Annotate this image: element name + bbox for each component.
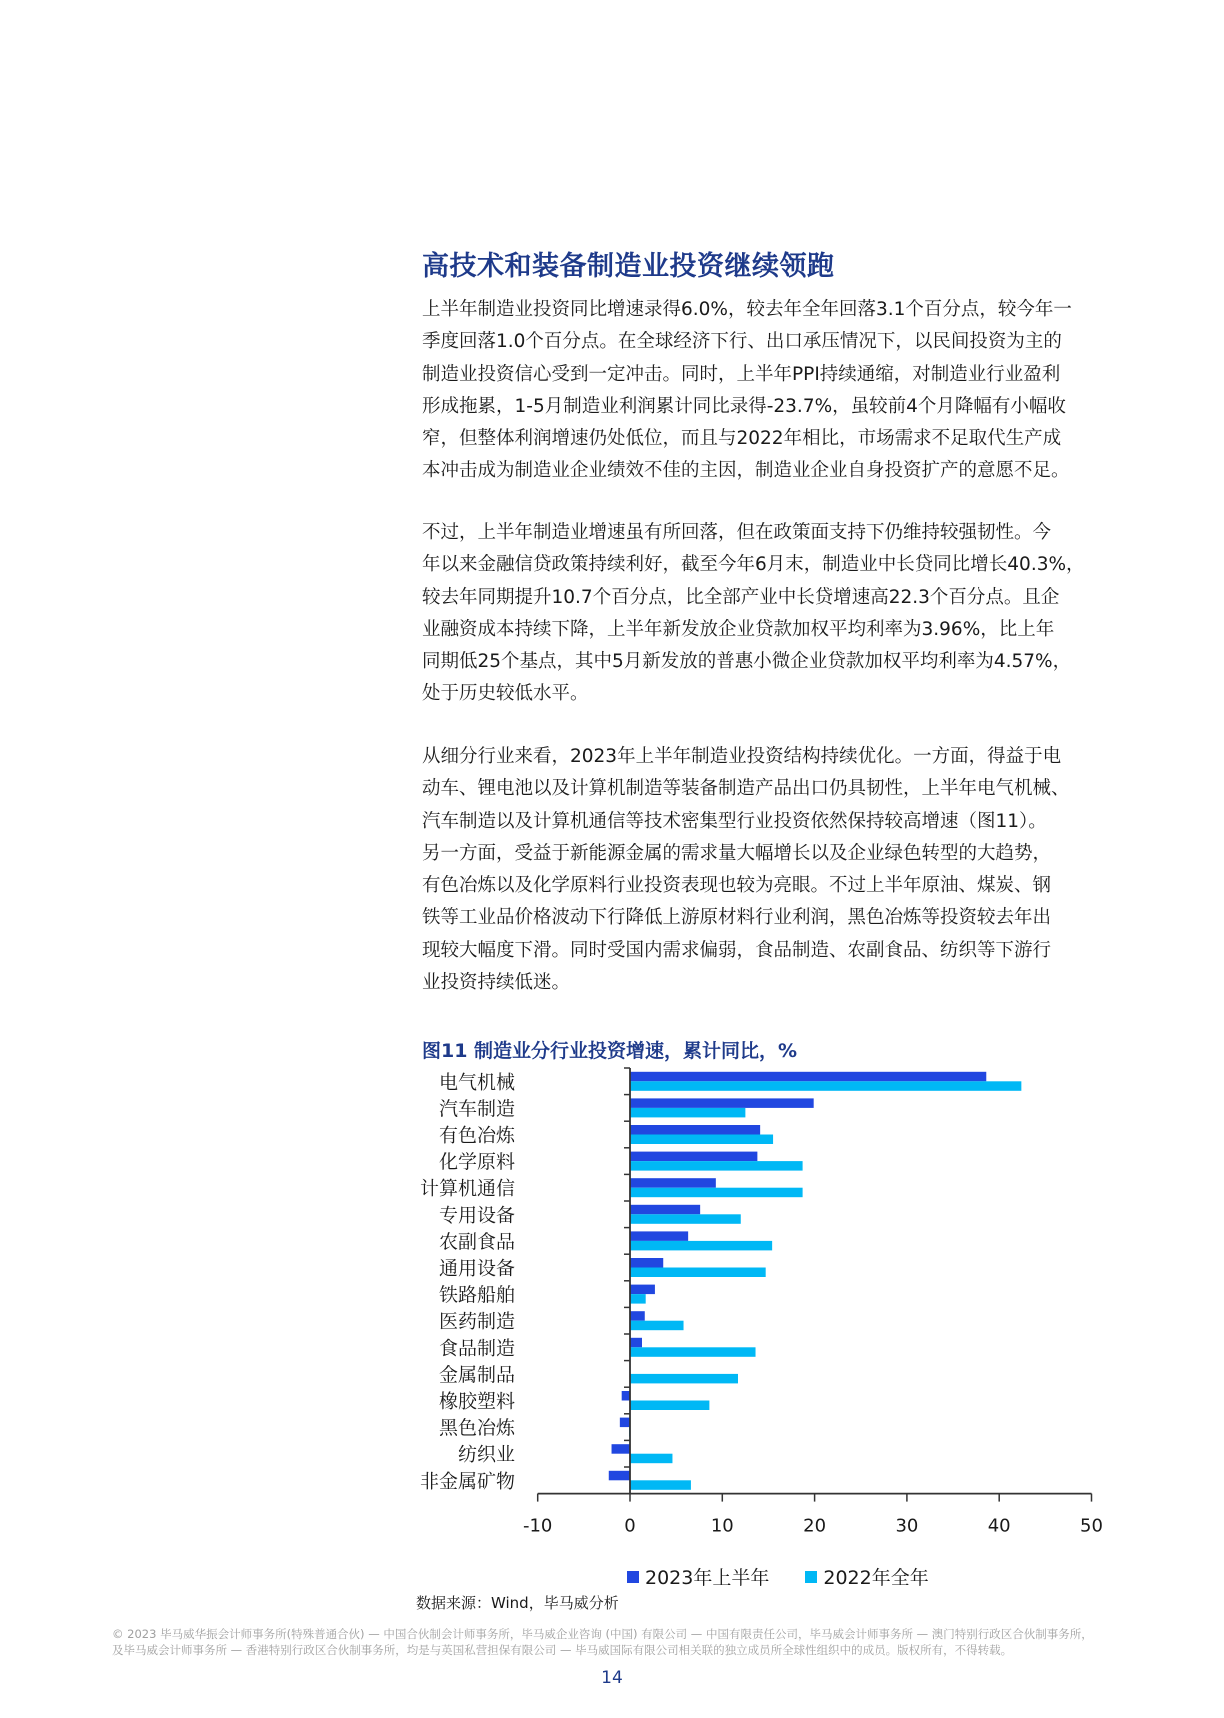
bar-2023h1 bbox=[620, 1418, 630, 1428]
text-line: 有色冶炼以及化学原料行业投资表现也较为亮眼。不过上半年原油、煤炭、钢 bbox=[422, 875, 1052, 897]
legend-item-2022 bbox=[805, 1563, 928, 1590]
text-line: 从细分行业来看，2023年上半年制造业投资结构持续优化。一方面，得益于电 bbox=[422, 746, 1062, 767]
category-label: 金属制品 bbox=[438, 1363, 515, 1386]
copyright-footer bbox=[112, 1626, 1122, 1658]
bar-2022 bbox=[630, 1268, 766, 1278]
x-tick-label: 10 bbox=[710, 1515, 734, 1537]
footer-line: 及毕马威会计师事务所 — 香港特别行政区合伙制事务所，均是与英国私营担保有限公司 — 毕马威国际有限公司相关联的独立成员所全球性组织中的成员。版权所有，不得转载。 bbox=[112, 1643, 1013, 1657]
bar-2022 bbox=[630, 1294, 646, 1304]
bar-2022 bbox=[630, 1135, 773, 1145]
section-heading: 高技术和装备制造业投资继续领跑 bbox=[422, 251, 835, 282]
bar-2022 bbox=[629, 1427, 630, 1437]
text-line: 窄，但整体利润增速仍处低位，而且与2022年相比，市场需求不足取代生产成 bbox=[422, 428, 1062, 450]
bar-2023h1 bbox=[630, 1205, 700, 1215]
bar-2022 bbox=[630, 1108, 745, 1118]
text-line: 制造业投资信心受到一定冲击。同时，上半年PPI持续通缩，对制造业行业盈利 bbox=[422, 363, 1061, 385]
bar-2022 bbox=[630, 1347, 756, 1357]
paragraph-3 bbox=[422, 741, 1142, 999]
text-line: 上半年制造业投资同比增速录得6.0%，较去年全年回落3.1个百分点，较今年一 bbox=[422, 299, 1072, 320]
text-line: 较去年同期提升10.7个百分点，比全部产业中长贷增速高22.3个百分点。且企 bbox=[422, 586, 1060, 608]
bar-2022 bbox=[630, 1401, 709, 1411]
bar-2023h1 bbox=[630, 1231, 688, 1241]
bar-2023h1 bbox=[630, 1125, 760, 1135]
text-line: 现较大幅度下滑。同时受国内需求偏弱，食品制造、农副食品、纺织等下游行 bbox=[422, 939, 1052, 961]
chart-legend bbox=[627, 1563, 959, 1590]
bar-2023h1 bbox=[622, 1391, 630, 1401]
category-label: 化学原料 bbox=[438, 1151, 515, 1174]
category-label: 电气机械 bbox=[438, 1071, 515, 1094]
x-tick-label: 20 bbox=[803, 1515, 827, 1537]
category-label: 黑色冶炼 bbox=[438, 1417, 515, 1440]
paragraph-2 bbox=[422, 517, 1142, 711]
bar-2022 bbox=[630, 1081, 1021, 1091]
bar-2023h1 bbox=[630, 1152, 757, 1162]
figure-title: 图11 制造业分行业投资增速，累计同比，% bbox=[422, 1040, 798, 1062]
legend-label: 2023年上半年 bbox=[645, 1567, 770, 1589]
bar-2022 bbox=[630, 1161, 803, 1171]
category-label: 橡胶塑料 bbox=[438, 1390, 515, 1413]
bar-2023h1 bbox=[630, 1311, 645, 1321]
text-line: 汽车制造以及计算机通信等技术密集型行业投资依然保持较高增速（图11）。 bbox=[422, 810, 1047, 832]
page-number: 14 bbox=[601, 1668, 623, 1688]
text-line: 动车、锂电池以及计算机制造等装备制造产品出口仍具韧性，上半年电气机械、 bbox=[422, 778, 1070, 800]
category-label: 纺织业 bbox=[457, 1443, 515, 1466]
bar-2023h1 bbox=[630, 1285, 655, 1295]
x-tick-label: 50 bbox=[1080, 1515, 1103, 1537]
category-label: 专用设备 bbox=[438, 1204, 515, 1227]
footer-line: © 2023 毕马威华振会计师事务所(特殊普通合伙) — 中国合伙制会计师事务所，毕马威企业咨询 (中国) 有限公司 — 中国有限责任公司，毕马威会计师事务所 — 澳门特别行政区合伙制事务所， bbox=[112, 1627, 1093, 1641]
legend-item-2023h1 bbox=[627, 1563, 769, 1590]
bar-2022 bbox=[630, 1321, 684, 1331]
text-line: 业融资成本持续下降，上半年新发放企业贷款加权平均利率为3.96%，比上年 bbox=[422, 618, 1055, 640]
bar-2022 bbox=[630, 1241, 772, 1251]
bar-2023h1 bbox=[630, 1338, 642, 1348]
bar-2022 bbox=[630, 1214, 741, 1224]
text-line: 形成拖累，1-5月制造业利润累计同比录得-23.7%，虽较前4个月降幅有小幅收 bbox=[422, 395, 1066, 417]
text-line: 另一方面，受益于新能源金属的需求量大幅增长以及企业绿色转型的大趋势， bbox=[422, 842, 1052, 864]
category-label: 计算机通信 bbox=[419, 1177, 515, 1200]
bar-2022 bbox=[630, 1188, 803, 1198]
category-label: 医药制造 bbox=[438, 1310, 515, 1333]
bar-2022 bbox=[630, 1374, 738, 1384]
bar-2023h1 bbox=[630, 1098, 814, 1108]
legend-swatch-icon bbox=[805, 1571, 817, 1583]
bar-2023h1 bbox=[609, 1471, 630, 1481]
category-label: 通用设备 bbox=[438, 1257, 515, 1280]
legend-swatch-icon bbox=[627, 1571, 639, 1583]
category-label: 农副食品 bbox=[438, 1230, 515, 1253]
x-tick-label: 0 bbox=[624, 1515, 636, 1537]
category-label: 食品制造 bbox=[438, 1337, 515, 1360]
text-line: 季度回落1.0个百分点。在全球经济下行、出口承压情况下，以民间投资为主的 bbox=[422, 331, 1062, 353]
legend-label: 2022年全年 bbox=[823, 1567, 929, 1589]
paragraph-1 bbox=[422, 294, 1142, 488]
text-line: 本冲击成为制造业企业绩效不佳的主因，制造业企业自身投资扩产的意愿不足。 bbox=[422, 460, 1070, 482]
category-label: 有色冶炼 bbox=[438, 1124, 515, 1147]
text-line: 年以来金融信贷政策持续利好，截至今年6月末，制造业中长贷同比增长40.3%， bbox=[422, 554, 1085, 576]
category-label: 铁路船舶 bbox=[438, 1284, 515, 1307]
text-line: 处于历史较低水平。 bbox=[422, 683, 589, 705]
data-source-note: 数据来源：Wind，毕马威分析 bbox=[416, 1594, 619, 1612]
text-line: 铁等工业品价格波动下行降低上游原材料行业利润，黑色冶炼等投资较去年出 bbox=[422, 907, 1052, 929]
text-line: 不过，上半年制造业增速虽有所回落，但在政策面支持下仍维持较强韧性。今 bbox=[422, 522, 1052, 543]
bar-2023h1 bbox=[612, 1444, 630, 1454]
category-label: 非金属矿物 bbox=[419, 1470, 515, 1493]
x-tick-label: 40 bbox=[987, 1515, 1011, 1537]
text-line: 业投资持续低迷。 bbox=[422, 972, 571, 994]
bar-2023h1 bbox=[630, 1178, 716, 1188]
bar-2022 bbox=[630, 1454, 672, 1464]
text-line: 同期低25个基点，其中5月新发放的普惠小微企业贷款加权平均利率为4.57%， bbox=[422, 651, 1072, 673]
bar-2023h1 bbox=[630, 1072, 986, 1082]
bar-2022 bbox=[630, 1480, 691, 1490]
category-label: 汽车制造 bbox=[438, 1097, 515, 1120]
x-tick-label: -10 bbox=[522, 1515, 553, 1537]
x-tick-label: 30 bbox=[895, 1515, 919, 1537]
bar-2023h1 bbox=[630, 1258, 663, 1268]
